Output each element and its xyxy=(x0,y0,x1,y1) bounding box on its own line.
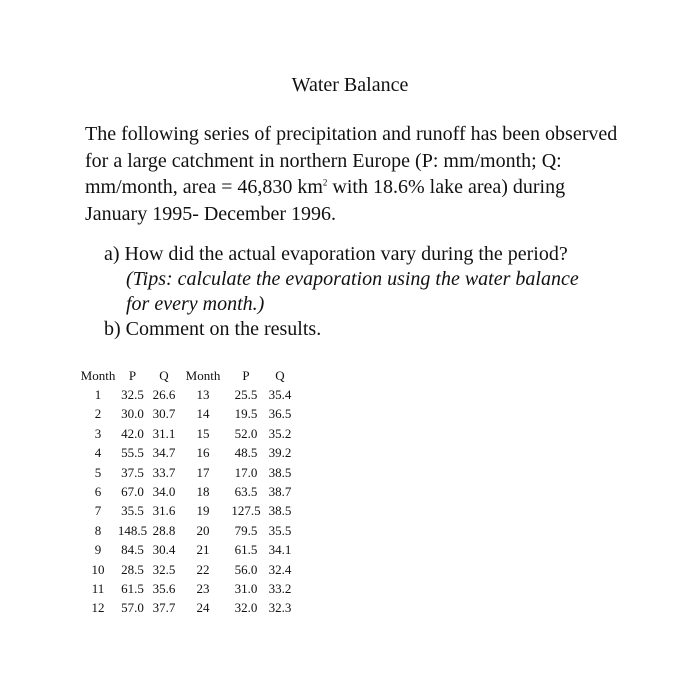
precipitation-runoff-table xyxy=(80,366,295,618)
cell-p-2: 19.5 xyxy=(234,406,258,422)
cell-month-2: 16 xyxy=(196,445,210,461)
cell-q-2: 38.5 xyxy=(268,464,292,480)
table-row xyxy=(80,521,295,540)
cell-q-1: 30.7 xyxy=(152,406,176,422)
table-row xyxy=(80,579,295,598)
cell-q-2: 39.2 xyxy=(268,445,292,461)
cell-q-2: 35.5 xyxy=(268,522,292,538)
header-q-1: Q xyxy=(159,367,169,383)
cell-p-2: 32.0 xyxy=(234,600,258,616)
cell-q-1: 37.7 xyxy=(152,600,176,616)
cell-p-1: 148.5 xyxy=(117,522,148,538)
table-header-row xyxy=(80,366,295,385)
table-row xyxy=(80,424,295,443)
cell-q-2: 32.3 xyxy=(268,600,292,616)
cell-p-1: 57.0 xyxy=(121,600,144,616)
cell-q-1: 31.6 xyxy=(152,503,176,519)
cell-month-1: 7 xyxy=(94,503,102,519)
question-b: b) Comment on the results. xyxy=(104,318,322,340)
cell-month-1: 8 xyxy=(94,522,102,538)
cell-p-1: 28.5 xyxy=(121,561,144,577)
question-a: a) How did the actual evaporation vary during the period? xyxy=(104,243,568,265)
header-month-1: Month xyxy=(80,367,116,383)
cell-month-2: 15 xyxy=(196,425,210,441)
cell-p-1: 84.5 xyxy=(121,542,144,558)
cell-q-1: 31.1 xyxy=(152,425,176,441)
cell-month-1: 4 xyxy=(94,445,102,461)
cell-q-2: 36.5 xyxy=(268,406,292,422)
cell-month-1: 11 xyxy=(91,580,105,596)
cell-month-2: 13 xyxy=(196,387,210,403)
question-a-tip-line2: for every month.) xyxy=(126,293,265,315)
table-row xyxy=(80,599,295,618)
cell-q-1: 35.6 xyxy=(152,580,176,596)
cell-p-2: 127.5 xyxy=(231,503,261,519)
intro-text-start: The following series of precipitation and runoff has been observed for a large catchment in northern Europe (P: mm/month; Q: mm/month, area = 46,830 km xyxy=(85,123,618,198)
cell-p-1: 35.5 xyxy=(121,503,144,519)
cell-month-1: 12 xyxy=(91,600,105,616)
cell-month-2: 14 xyxy=(196,406,210,422)
table-body xyxy=(80,385,295,618)
cell-month-2: 21 xyxy=(196,542,210,558)
cell-q-2: 35.2 xyxy=(268,425,292,441)
area-unit-superscript: 2 xyxy=(322,177,328,188)
header-p-2: P xyxy=(242,367,250,383)
cell-q-1: 28.8 xyxy=(152,522,176,538)
cell-p-2: 31.0 xyxy=(234,580,258,596)
cell-p-1: 55.5 xyxy=(121,445,144,461)
table-row xyxy=(80,482,295,501)
cell-month-2: 23 xyxy=(196,580,210,596)
cell-month-1: 1 xyxy=(94,387,102,403)
cell-q-1: 32.5 xyxy=(152,561,176,577)
cell-q-2: 35.4 xyxy=(268,387,292,403)
cell-q-2: 33.2 xyxy=(268,580,292,596)
header-q-2: Q xyxy=(275,367,285,383)
cell-month-1: 5 xyxy=(94,464,102,480)
cell-q-2: 38.5 xyxy=(268,503,292,519)
table-row xyxy=(80,560,295,579)
cell-p-1: 42.0 xyxy=(121,425,144,441)
cell-month-2: 18 xyxy=(196,484,210,500)
cell-q-1: 30.4 xyxy=(152,542,176,558)
cell-q-1: 33.7 xyxy=(152,464,176,480)
cell-month-1: 2 xyxy=(94,406,102,422)
cell-p-1: 67.0 xyxy=(121,484,144,500)
header-p-1: P xyxy=(128,367,137,383)
cell-p-2: 17.0 xyxy=(234,464,258,480)
cell-q-1: 34.0 xyxy=(152,484,176,500)
table-row xyxy=(80,541,295,560)
problem-statement xyxy=(85,121,625,227)
cell-month-2: 20 xyxy=(196,522,210,538)
cell-month-2: 17 xyxy=(196,464,210,480)
cell-q-2: 38.7 xyxy=(268,484,292,500)
cell-month-1: 6 xyxy=(94,484,102,500)
cell-month-2: 19 xyxy=(196,503,210,519)
cell-p-2: 63.5 xyxy=(234,484,258,500)
table-row xyxy=(80,444,295,463)
table-row xyxy=(80,463,295,482)
cell-p-1: 37.5 xyxy=(121,464,144,480)
cell-p-1: 61.5 xyxy=(121,580,144,596)
cell-p-2: 52.0 xyxy=(234,425,258,441)
cell-q-2: 34.1 xyxy=(268,542,292,558)
cell-p-2: 79.5 xyxy=(234,522,258,538)
cell-q-1: 26.6 xyxy=(152,387,176,403)
cell-month-1: 9 xyxy=(94,542,102,558)
cell-p-2: 61.5 xyxy=(234,542,258,558)
cell-q-2: 32.4 xyxy=(268,561,292,577)
table-row xyxy=(80,385,295,404)
table-row xyxy=(80,405,295,424)
intro-text-end: with 18.6% lake area) during January 1995- December 1996. xyxy=(85,176,566,225)
cell-q-1: 34.7 xyxy=(152,445,176,461)
header-month-2: Month xyxy=(185,367,221,383)
question-a-tip-line1: (Tips: calculate the evaporation using the water balance xyxy=(126,268,579,290)
cell-month-1: 10 xyxy=(91,561,105,577)
cell-month-1: 3 xyxy=(94,425,102,441)
cell-month-2: 24 xyxy=(196,600,210,616)
cell-p-1: 30.0 xyxy=(121,406,144,422)
cell-month-2: 22 xyxy=(196,561,210,577)
table-row xyxy=(80,502,295,521)
questions-list xyxy=(104,242,624,342)
cell-p-2: 56.0 xyxy=(234,561,258,577)
page-title: Water Balance xyxy=(291,74,409,96)
cell-p-2: 25.5 xyxy=(234,387,258,403)
cell-p-2: 48.5 xyxy=(234,445,258,461)
cell-p-1: 32.5 xyxy=(121,387,144,403)
